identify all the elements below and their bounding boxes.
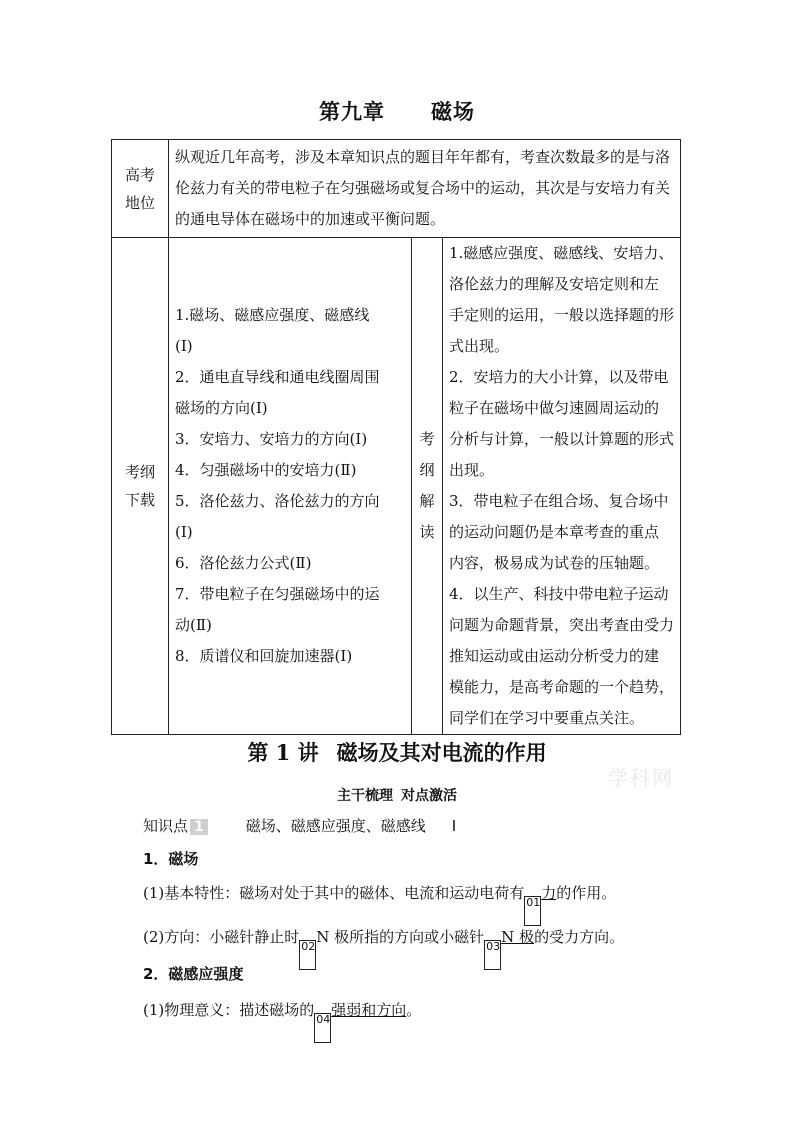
exam-status-text: 纵观近几年高考，涉及本章知识点的题目年年都有，考查次数最多的是与洛伦兹力有关的带电粒子在匀强磁场或复合场中的运动，其次是与安培力有关的通电导体在磁场中的加速或平衡问题。: [169, 140, 681, 238]
syllabus-list: 1.磁场、磁感应强度、磁感线 (Ⅰ) 2．通电直导线和通电线圈周围 磁场的方向(Ⅰ) 3．安培力、安培力的方向(Ⅰ) 4．匀强磁场中的安培力(Ⅱ) 5．洛伦兹力、洛伦兹力的方向 (Ⅰ) 6．洛伦兹力公式(Ⅱ) 7．带电粒子在匀强磁场中的运 动(Ⅱ) 8．质谱仪和回旋加速器(Ⅰ): [169, 238, 412, 735]
item-heading: 2．磁感应强度: [143, 965, 244, 983]
blank-answer: 强弱和方向: [331, 1001, 407, 1019]
blank-number: 02: [299, 940, 316, 970]
table-row: [112, 238, 681, 735]
chapter-name: 磁场: [431, 99, 475, 124]
row-head-exam-status: 高考 地位: [112, 140, 169, 238]
table-row: [112, 140, 681, 238]
section-heading: 主干梳理 对点激活: [337, 788, 457, 804]
syllabus-interpretation-text: 1.磁感应强度、磁感线、安培力、 洛伦兹力的理解及安培定则和左 手定则的运用，一般以选择题的形 式出现。 2．安培力的大小计算，以及带电 粒子在磁场中做匀速圆周运动的 分析与计算，一般以计算题的形式 出现。 3．带电粒子在组合场、复合场中 的运动问题仍是本章考查的重点 内容，极易成为试卷的压轴题。 4．以生产、科技中带电粒子运动 问题为命题背景，突出考查由受力 推知运动或由运动分析受力的建 模能力，是高考命题的一个趋势， 同学们在学习中要重点关注。: [443, 238, 681, 735]
chapter-number: 第九章: [319, 99, 385, 124]
row-head-syllabus: 考纲 下载: [112, 238, 169, 735]
item-heading: 1．磁场: [143, 850, 199, 868]
blank-number: 01: [524, 896, 541, 926]
knowledge-point-heading: 知识点 1 磁场、磁感应强度、磁感线 Ⅰ: [143, 817, 457, 835]
blank-number: 03: [484, 940, 501, 970]
blank-answer: 力: [541, 884, 557, 902]
lecture-title: 第 1 讲 磁场及其对电流的作用: [247, 740, 547, 765]
syllabus-interpretation-head: 考 纲 解 读: [412, 238, 443, 735]
blank-answer: N 极: [501, 928, 535, 946]
chapter-title: [0, 96, 794, 126]
item-line: (1)物理意义：描述磁场的04强弱和方向。: [143, 999, 421, 1043]
item-line: (2)方向：小磁针静止时02N 极所指的方向或小磁针03N 极的受力方向。: [143, 926, 624, 970]
blank-number: 04: [314, 1013, 331, 1043]
item-line: (1)基本特性：磁场对处于其中的磁体、电流和运动电荷有01力的作用。: [143, 882, 616, 926]
watermark: 学科网: [608, 766, 674, 790]
exam-outline-table: [111, 139, 681, 735]
knowledge-point-badge: 1: [190, 819, 208, 835]
